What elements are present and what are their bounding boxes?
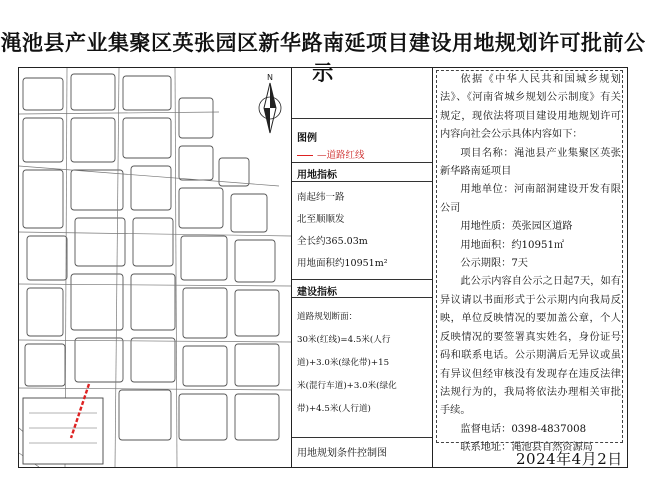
legend-footer: 用地规划条件控制图	[297, 448, 387, 459]
indicator-line-1: 南起纬一路	[297, 192, 345, 203]
build-line-3: 道)+3.0米(绿化带)+15	[297, 358, 390, 368]
build-header: 建设指标	[297, 287, 337, 298]
notice-paragraph-2: 项目名称：渑池县产业集聚区英张新华路南延项目	[440, 147, 621, 178]
indicator-line-2: 北至顺顺发	[297, 214, 345, 225]
build-line-1: 道路规划断面：	[297, 312, 358, 322]
notice-paragraph-1: 依据《中华人民共和国城乡规划法》、《河南省城乡规划公示制度》有关规定，现依法将项目建设用地规划许可内容向社会公示具体内容如下：	[440, 74, 621, 141]
legend-header: 图例	[297, 133, 317, 144]
build-header-row	[292, 280, 432, 298]
site-map-drawing	[19, 68, 292, 467]
notice-paragraph-8: 监督电话：0398-4837008	[460, 423, 587, 435]
indicator-line-4: 用地面积约10951m²	[297, 258, 388, 269]
notice-date: 2024年4月2日	[516, 450, 623, 468]
page-title: 渑池县产业集聚区英张园区新华路南延项目建设用地规划许可批前公示	[0, 31, 646, 85]
notice-paragraph-9: 联系地址：渑池县自然资源局	[460, 442, 593, 454]
build-list	[292, 298, 432, 438]
notice-paragraph-7: 此公示内容自公示之日起7天，如有异议请以书面形式于公示期内向我局反映，单位反映情况的要加盖公章，个人反映情况的要签署真实姓名，身份证号码和联系电话。公示期满后无异议或虽有异议但经审核没有发现存在违反法律法规行为的，我局将依法办理相关审批手续。	[440, 276, 621, 417]
notice-paragraph-5: 用地面积：约10951㎡	[460, 239, 565, 251]
indicator-line-3: 全长约365.03m	[297, 236, 368, 247]
legend-red-line-label: —道路红线	[317, 150, 365, 161]
red-line-swatch	[297, 155, 313, 156]
legend-panel	[292, 68, 433, 467]
build-line-5: 带)+4.5米(人行道)	[297, 404, 371, 414]
north-label: N	[267, 73, 273, 82]
notice-text	[433, 68, 627, 467]
build-line-2: 30米(红线)=4.5米(人行	[297, 335, 391, 345]
indicator-list	[292, 182, 432, 280]
build-line-4: 米(混行车道)+3.0米(绿化	[297, 381, 397, 391]
legend-section	[292, 118, 432, 163]
site-map	[19, 68, 292, 467]
indicator-header-row	[292, 163, 432, 182]
indicator-header: 用地指标	[297, 170, 337, 181]
notice-board	[18, 67, 628, 468]
notice-paragraph-3: 用地单位：河南韶洞建设开发有限公司	[440, 184, 621, 214]
notice-paragraph-4: 用地性质：英张园区道路	[460, 221, 573, 233]
notice-paragraph-6: 公示期限：7天	[460, 258, 528, 270]
footer-row	[292, 438, 432, 467]
